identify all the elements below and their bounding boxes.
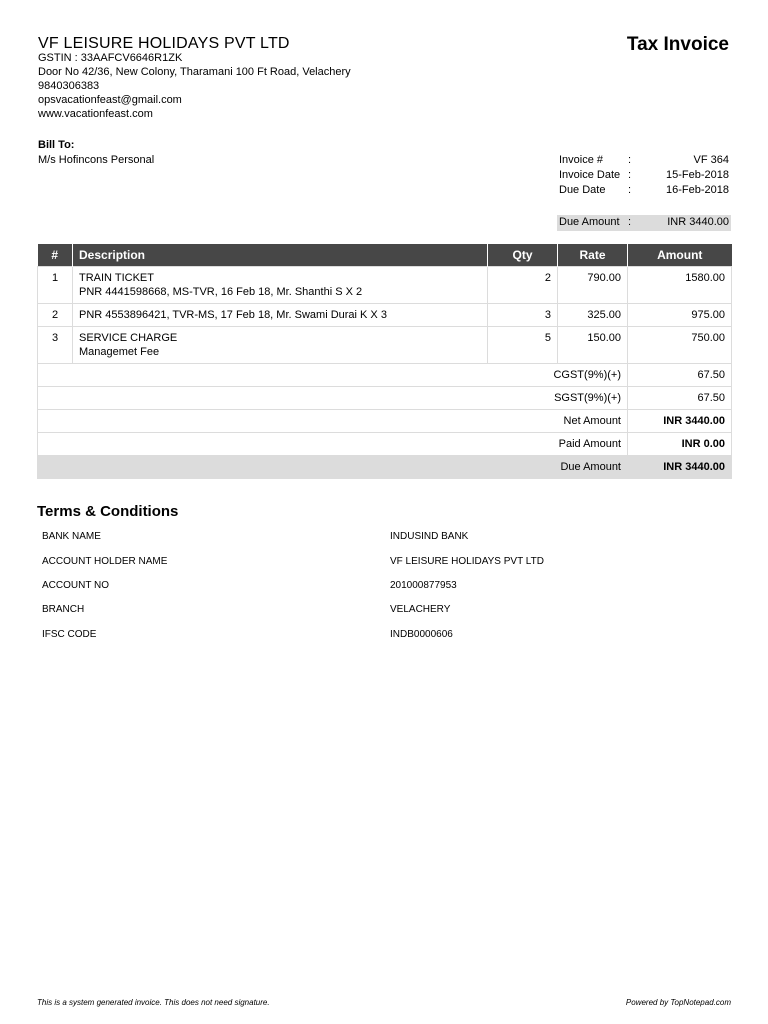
term-label-branch: BRANCH [42, 604, 85, 615]
due-amount-label: Due Amount [559, 216, 620, 228]
summary-row-paid [38, 433, 732, 456]
row-qty: 2 [488, 267, 558, 304]
term-label-account-no: ACCOUNT NO [42, 580, 110, 591]
net-amount-label: Net Amount [38, 410, 628, 433]
header-num: # [38, 244, 73, 267]
term-label-bank-name: BANK NAME [42, 531, 101, 542]
row-amount: 750.00 [628, 327, 732, 364]
summary-row-due [38, 456, 732, 479]
header-rate: Rate [558, 244, 628, 267]
cgst-label: CGST(9%)(+) [38, 364, 628, 387]
summary-row-cgst [38, 364, 732, 387]
company-gstin: GSTIN : 33AAFCV6646R1ZK [38, 52, 183, 64]
row-num: 2 [38, 304, 73, 327]
due-date-label: Due Date [559, 184, 606, 196]
invoice-number-colon: : [628, 154, 632, 166]
term-label-account-holder: ACCOUNT HOLDER NAME [42, 556, 168, 567]
bill-to-name: M/s Hofincons Personal [38, 154, 155, 166]
header-description: Description [73, 244, 488, 267]
sgst-label: SGST(9%)(+) [38, 387, 628, 410]
header-qty: Qty [488, 244, 558, 267]
term-value-bank-name: INDUSIND BANK [390, 531, 469, 542]
row-num: 1 [38, 267, 73, 304]
terms-title: Terms & Conditions [37, 503, 179, 520]
summary-row-net [38, 410, 732, 433]
row-desc-line2: PNR 4441598668, MS-TVR, 16 Feb 18, Mr. Shanthi S X 2 [79, 286, 363, 298]
document-title: Tax Invoice [626, 34, 729, 55]
due-amount-summary-label: Due Amount [38, 456, 628, 479]
paid-amount-value: INR 0.00 [628, 433, 732, 456]
row-desc-line1: TRAIN TICKET [79, 272, 154, 284]
term-value-branch: VELACHERY [390, 604, 451, 615]
summary-row-sgst [38, 387, 732, 410]
invoice-date-colon: : [628, 169, 632, 181]
table-row [38, 327, 732, 364]
row-desc-line1: SERVICE CHARGE [79, 332, 178, 344]
row-num: 3 [38, 327, 73, 364]
bill-to-label: Bill To: [38, 139, 75, 151]
row-description [73, 304, 488, 327]
invoice-date: 15-Feb-2018 [666, 169, 729, 181]
row-desc-line2: Managemet Fee [79, 346, 160, 358]
row-rate: 790.00 [558, 267, 628, 304]
table-row [38, 267, 732, 304]
row-rate: 325.00 [558, 304, 628, 327]
sgst-value: 67.50 [628, 387, 732, 410]
due-amount-summary-value: INR 3440.00 [628, 456, 732, 479]
header-amount: Amount [628, 244, 732, 267]
footer-disclaimer: This is a system generated invoice. This does not need signature. [37, 998, 270, 1007]
cgst-value: 67.50 [628, 364, 732, 387]
company-address: Door No 42/36, New Colony, Tharamani 100 Ft Road, Velachery [38, 66, 351, 78]
row-description [73, 327, 488, 364]
company-phone: 9840306383 [38, 80, 100, 92]
term-value-account-holder: VF LEISURE HOLIDAYS PVT LTD [390, 556, 544, 567]
row-description [73, 267, 488, 304]
due-date-colon: : [628, 184, 632, 196]
net-amount-value: INR 3440.00 [628, 410, 732, 433]
company-email[interactable]: opsvacationfeast@gmail.com [38, 94, 182, 106]
company-website[interactable]: www.vacationfeast.com [38, 108, 153, 120]
row-amount: 975.00 [628, 304, 732, 327]
due-amount-value: INR 3440.00 [667, 216, 729, 228]
items-table [37, 244, 732, 479]
term-value-account-no: 201000877953 [390, 580, 457, 591]
row-rate: 150.00 [558, 327, 628, 364]
table-row [38, 304, 732, 327]
row-desc-line1: PNR 4553896421, TVR-MS, 17 Feb 18, Mr. Swami Durai K X 3 [79, 309, 387, 321]
invoice-number-label: Invoice # [559, 154, 604, 166]
footer-powered-by[interactable]: Powered by TopNotepad.com [625, 998, 731, 1007]
row-qty: 3 [488, 304, 558, 327]
company-name: VF LEISURE HOLIDAYS PVT LTD [38, 35, 290, 52]
paid-amount-label: Paid Amount [38, 433, 628, 456]
row-qty: 5 [488, 327, 558, 364]
invoice-date-label: Invoice Date [559, 169, 621, 181]
table-header-row [38, 244, 732, 267]
invoice-number: VF 364 [693, 154, 729, 166]
due-date: 16-Feb-2018 [666, 184, 729, 196]
due-amount-colon: : [628, 216, 632, 228]
term-label-ifsc: IFSC CODE [42, 629, 97, 640]
term-value-ifsc: INDB0000606 [390, 629, 453, 640]
row-amount: 1580.00 [628, 267, 732, 304]
